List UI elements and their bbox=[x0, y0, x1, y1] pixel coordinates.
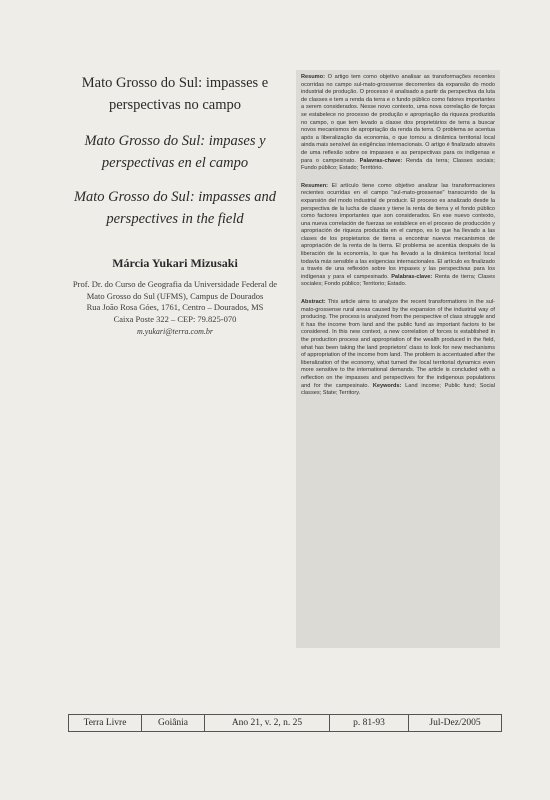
abstract-text: O artigo tem como objetivo analisar as transformações recentes ocorridas no campo sul-mato-grossense decorrentes da expansão do modo industrial de produção. O processo é analisado a partir da perspectiva da luta de classes e tem a renda da terra e o fundo público como fatores importantes a serem considerados. Nesse novo contexto, uma nova correlação de forças se estabelece no processo de produção e apropriação da riqueza produzida no campo, o que tem levado a classe dos proprietários de terra a buscar novos mecanismos de apropriação da renda da terra. O problema se acentua após a liberalização da economia, o que tornou a dinâmica territorial local ainda mais sensível às exigências internacionais. O artigo é finalizado através de uma reflexão sobre os impasses e as perspectivas para os indígenas e para o campesinato. bbox=[301, 74, 496, 164]
abstracts-column bbox=[296, 70, 500, 648]
title-column bbox=[70, 72, 280, 336]
affiliation-line: Rua João Rosa Góes, 1761, Centro – Dourados, MS bbox=[86, 302, 264, 312]
abstract-portuguese bbox=[301, 74, 495, 173]
abstract-spanish bbox=[301, 183, 495, 289]
affiliation-line: Caixa Poste 322 – CEP: 79.825-070 bbox=[113, 313, 237, 324]
keywords-text: Renta de tierra; Clases sociales; Fondo público; Territorio; Estado. bbox=[301, 273, 496, 288]
keywords-text: Land income; Public fund; Social classes; State; Territory. bbox=[301, 382, 495, 397]
title-english: Mato Grosso do Sul: impasses and perspectives in the field bbox=[73, 189, 277, 227]
footer-period: Jul-Dez/2005 bbox=[429, 718, 481, 728]
footer-volume: Ano 21, v. 2, n. 25 bbox=[205, 715, 330, 731]
footer-city: Goiânia bbox=[142, 715, 205, 731]
title-portuguese: Mato Grosso do Sul: impasses e perspectivas no campo bbox=[81, 75, 269, 113]
citation-footer bbox=[68, 714, 502, 732]
keywords-label: Palabras-clave: bbox=[391, 273, 433, 280]
keywords-text: Renda da terra; Classes sociais; Fundo público; Estado; Território. bbox=[301, 157, 495, 172]
title-spanish: Mato Grosso do Sul: impases y perspectivas en el campo bbox=[84, 133, 266, 171]
keywords-label: Palavras-chave: bbox=[359, 157, 403, 164]
footer-journal: Terra Livre bbox=[69, 715, 142, 731]
abstract-label: Resumo: bbox=[301, 74, 325, 80]
abstract-label: Abstract: bbox=[301, 299, 326, 306]
abstract-text: El artículo tiene como objetivo analizar las transformaciones recientes ocurridas en el campo "sul-mato-grossense" transcurrido de la expansión del modo industrial de producir. El proceso es analizado desde la perspectiva de la lucha de clases y tiene la renta de tierra y el fondo público como factores importantes que son considerados. En ese nuevo contexto, una nueva correlación de fuerzas se establece en el proceso de producción y apropriación de riqueza producida en el campo, es lo que ha llevado a las clases de los propietarios de tierra a encontrar nuevos mecanismos de apropriación de la renta de la tierra. El problema se acentúa después de la liberación de la economía, lo que ha llevado a la dinámica territorial local todavía más sensible a las exigencias internacionales. El artículo es finalizado a través de una reflexión sobre los impases y las perspectivas para los indígenas y para el campesinado. bbox=[301, 182, 495, 280]
abstract-text: This article aims to analyze the recent transformations in the sul-mato-grossense rural areas caused by the expansion of the industrial way of producing. The process is analyzed from the perspective of class struggle and it has the income from land and the public fund as important factors to be considered. In this new context, a new correlation of forces is established in the production process and appropriation of the wealth produced in the field, what has been taking the land proprietors' class to look for new mechanisms of appropriation of the income from land. The problem is accentuated after the liberalization of the economy, what turned the local territorial dynamics even more sensitive to the international demands. The article is concluded with a reflection on the impasses and perspectives for the indigenous populations and for the campesinato. bbox=[301, 299, 495, 389]
keywords-label: Keywords: bbox=[372, 382, 402, 389]
author-name: Márcia Yukari Mizusaki bbox=[112, 256, 238, 270]
affiliation-line: Mato Grosso do Sul (UFMS), Campus de Dourados bbox=[86, 290, 264, 301]
abstract-english bbox=[301, 299, 495, 398]
author-email: m.yukari@terra.com.br bbox=[136, 327, 213, 336]
abstract-label: Resumen: bbox=[301, 182, 329, 189]
affiliation-line: Prof. Dr. do Curso de Geografia da Universidade Federal de bbox=[72, 279, 278, 289]
footer-pages: p. 81-93 bbox=[330, 715, 409, 731]
author-affiliation bbox=[70, 279, 280, 325]
